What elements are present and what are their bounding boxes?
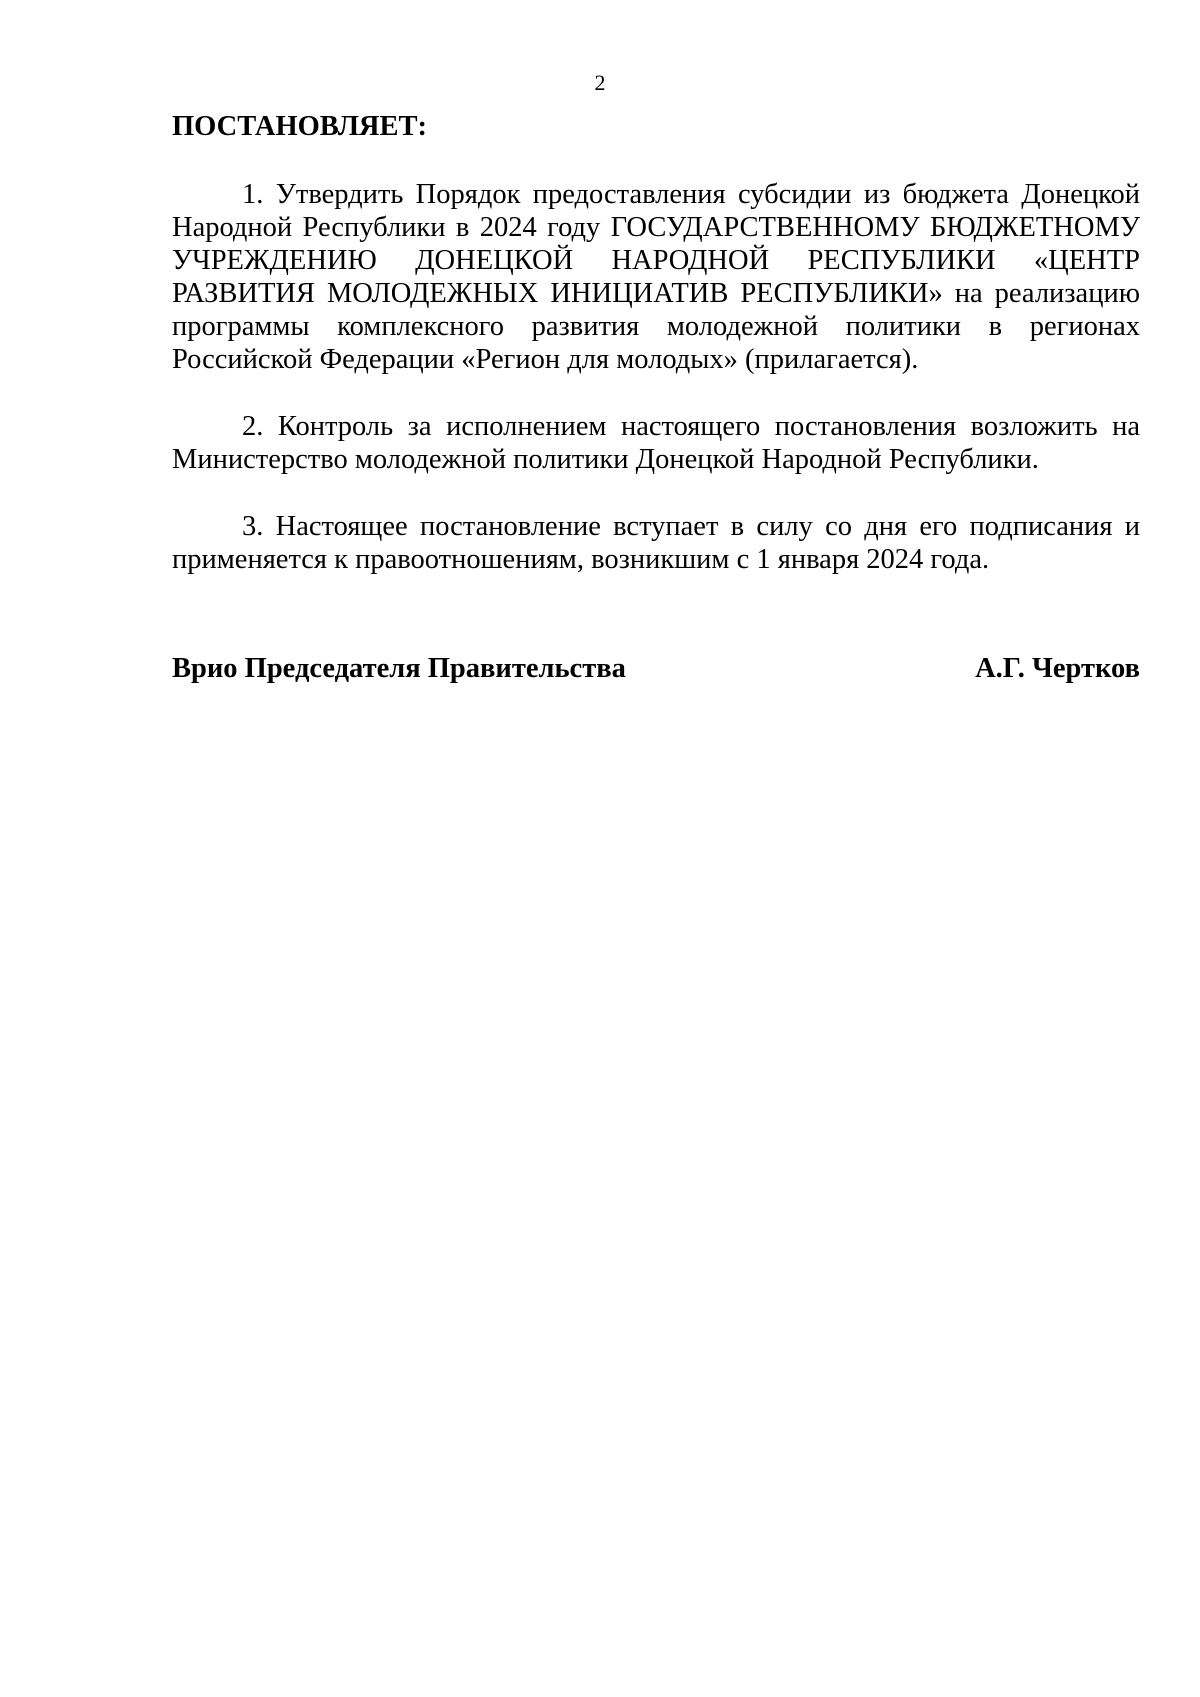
signature-block [172,652,1140,685]
resolution-heading: ПОСТАНОВЛЯЕТ: [172,111,428,142]
paragraph-1: 1. Утвердить Порядок предоставления субсидии из бюджета Донецкой Народной Республики в 2024 году ГОСУДАРСТВЕННОМУ БЮДЖЕТНОМУ УЧРЕЖДЕНИЮ ДОНЕЦКОЙ НАРОДНОЙ РЕСПУБЛИКИ «ЦЕНТР РАЗВИТИЯ МОЛОДЕЖНЫХ ИНИЦИАТИВ РЕСПУБЛИКИ» на реализацию программы комплексного развития молодежной политики в регионах Российской Федерации «Регион для молодых» (прилагается). [172,179,1140,375]
paragraph-2: 2. Контроль за исполнением настоящего постановления возложить на Министерство молодежной политики Донецкой Народной Республики. [172,411,1140,475]
signatory-position: Врио Председателя Правительства [172,653,626,684]
page-number: 2 [594,70,606,95]
signatory-name: А.Г. Чертков [975,653,1140,684]
paragraph-3: 3. Настоящее постановление вступает в силу со дня его подписания и применяется к правоотношениям, возникшим с 1 января 2024 года. [172,511,1140,575]
document-body [172,110,1140,610]
